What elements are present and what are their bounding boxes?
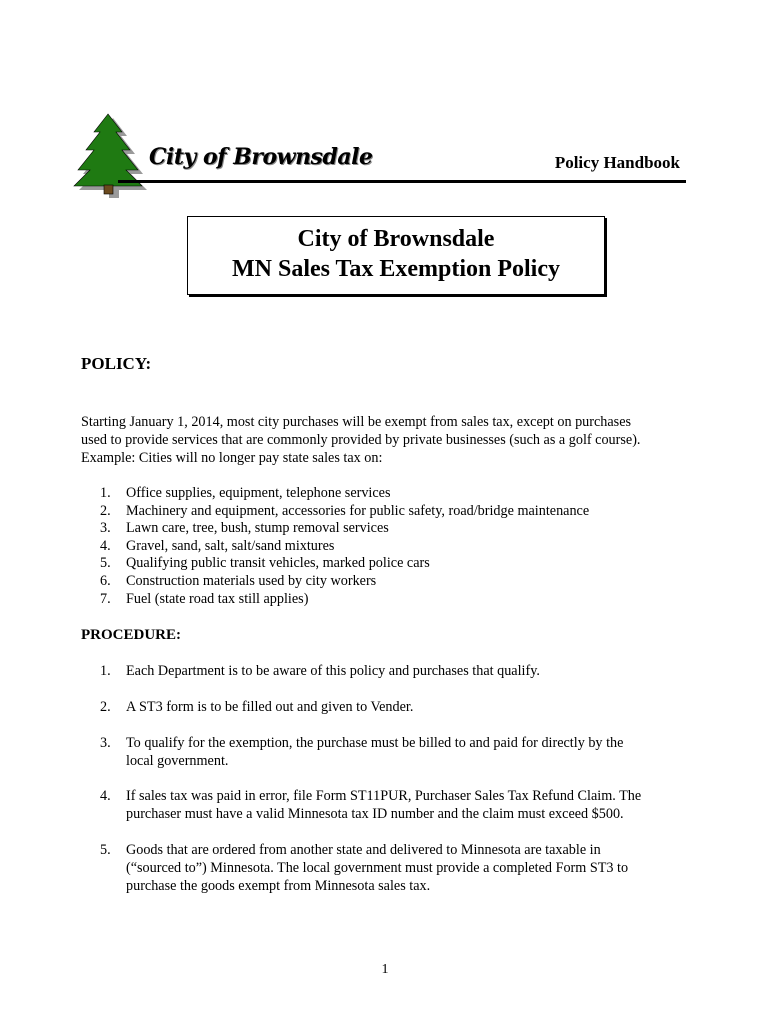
list-number: 4. — [100, 537, 111, 554]
document-title-box — [187, 216, 605, 295]
intro-line: Starting January 1, 2014, most city purchases will be exempt from sales tax, except on purchases — [81, 414, 632, 430]
step-text: To qualify for the exemption, the purchase must be billed to and paid for directly by the — [126, 735, 624, 751]
list-number: 2. — [100, 502, 111, 519]
list-item — [100, 591, 589, 609]
intro-line: Example: Cities will no longer pay state sales tax on: — [81, 450, 383, 466]
step-text: If sales tax was paid in error, file Form ST11PUR, Purchaser Sales Tax Refund Claim. The — [126, 788, 642, 804]
list-text: Lawn care, tree, bush, stump removal services — [126, 520, 389, 537]
list-item — [100, 555, 589, 573]
city-brand-logo-text: City of Brownsdale — [149, 144, 373, 170]
list-text: Construction materials used by city workers — [126, 572, 377, 589]
list-item — [100, 485, 589, 503]
list-item — [100, 538, 589, 556]
handbook-label: Policy Handbook — [554, 153, 680, 172]
list-text: Office supplies, equipment, telephone services — [126, 485, 391, 501]
list-text: Machinery and equipment, accessories for public safety, road/bridge maintenance — [126, 502, 590, 519]
list-number: 6. — [100, 572, 111, 589]
procedure-heading: PROCEDURE: — [81, 627, 181, 643]
page-number: 1 — [381, 962, 389, 977]
title-line-2: MN Sales Tax Exemption Policy — [231, 256, 561, 282]
list-text: Qualifying public transit vehicles, marked police cars — [126, 555, 430, 572]
list-text: Gravel, sand, salt, salt/sand mixtures — [126, 537, 335, 554]
step-text: (“sourced to”) Minnesota. The local government must provide a completed Form ST3 to — [126, 860, 629, 876]
policy-intro — [81, 413, 691, 467]
list-item — [100, 573, 589, 591]
step-text: Each Department is to be aware of this policy and purchases that qualify. — [126, 663, 540, 679]
exempt-items-list — [100, 485, 589, 608]
procedure-step — [100, 734, 700, 770]
procedure-step — [100, 698, 700, 716]
step-text: local government. — [126, 753, 229, 769]
procedure-step — [100, 787, 700, 823]
header-divider — [118, 180, 686, 183]
list-number: 1. — [100, 485, 111, 501]
step-text: purchase the goods exempt from Minnesota sales tax. — [126, 878, 431, 894]
list-text: Fuel (state road tax still applies) — [126, 590, 309, 607]
pine-tree-icon — [72, 112, 152, 198]
list-number: 7. — [100, 590, 111, 607]
step-number: 5. — [100, 842, 111, 858]
procedure-step — [100, 841, 700, 895]
intro-line: used to provide services that are commonly provided by private businesses (such as a golf course). — [81, 432, 641, 448]
step-number: 3. — [100, 735, 111, 751]
step-number: 1. — [100, 663, 111, 679]
procedure-step — [100, 662, 700, 680]
list-item — [100, 520, 589, 538]
step-text: Goods that are ordered from another state and delivered to Minnesota are taxable in — [126, 842, 601, 858]
list-number: 5. — [100, 555, 111, 572]
step-number: 2. — [100, 699, 111, 715]
policy-heading: POLICY: — [81, 354, 152, 373]
list-number: 3. — [100, 520, 111, 537]
list-item — [100, 503, 589, 521]
title-line-1: City of Brownsdale — [297, 226, 495, 252]
step-text: purchaser must have a valid Minnesota tax ID number and the claim must exceed $500. — [126, 806, 624, 822]
step-text: A ST3 form is to be filled out and given to Vender. — [126, 699, 414, 715]
step-number: 4. — [100, 788, 111, 804]
